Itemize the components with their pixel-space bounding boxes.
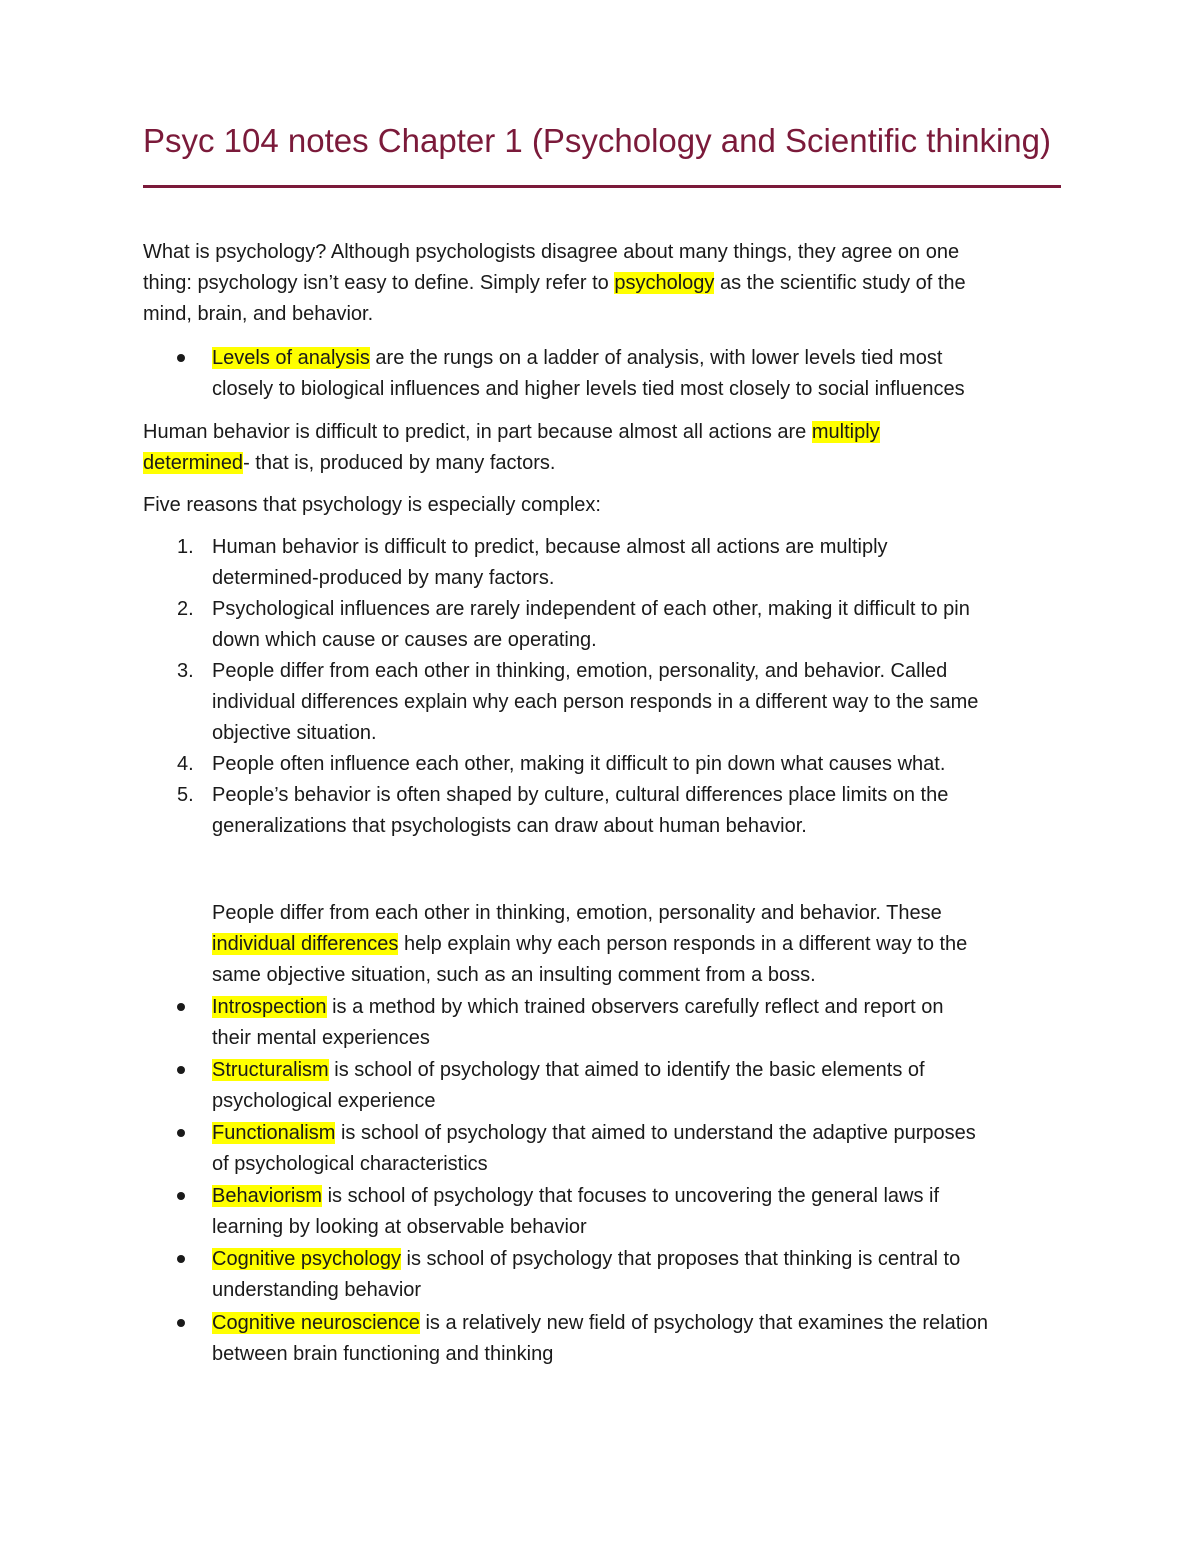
intro-line-2: thing: psychology isn’t easy to define. Simply refer to psychology as the scientific study of the bbox=[143, 272, 966, 294]
bullet-icon bbox=[177, 1003, 185, 1011]
levels-line-1: Levels of analysis are the rungs on a ladder of analysis, with lower levels tied most bbox=[212, 347, 943, 369]
list-item: Psychological influences are rarely independent of each other, making it difficult to pin down which cause or causes are operating. bbox=[212, 598, 970, 651]
bullet-icon bbox=[177, 354, 185, 362]
multiply-line-1: Human behavior is difficult to predict, in part because almost all actions are multiply bbox=[143, 421, 880, 443]
highlight-term: Behaviorism bbox=[212, 1185, 323, 1207]
intro-line-3: mind, brain, and behavior. bbox=[143, 303, 374, 325]
highlight-term: Introspection bbox=[212, 996, 327, 1018]
list-number: 3. bbox=[177, 660, 194, 682]
title-underline bbox=[143, 185, 1061, 188]
list-item: Functionalism is school of psychology that aimed to understand the adaptive purposes of psychological characteristics bbox=[212, 1122, 976, 1175]
list-number: 2. bbox=[177, 598, 194, 620]
intro-paragraph bbox=[143, 237, 966, 330]
highlight-term: Cognitive psychology bbox=[212, 1248, 401, 1270]
list-item: People’s behavior is often shaped by culture, cultural differences place limits on the generalizations that psychologists can draw about human behavior. bbox=[212, 784, 949, 837]
list-item: Cognitive psychology is school of psychology that proposes that thinking is central to understanding behavior bbox=[212, 1248, 961, 1301]
list-number: 4. bbox=[177, 753, 194, 775]
highlight-determined: determined bbox=[143, 452, 244, 474]
bullet-icon bbox=[177, 1129, 185, 1137]
highlight-term: Cognitive neuroscience bbox=[212, 1312, 420, 1334]
highlight-term: Structuralism bbox=[212, 1059, 329, 1081]
list-item: Structuralism is school of psychology that aimed to identify the basic elements of psychological experience bbox=[212, 1059, 925, 1112]
list-item: People differ from each other in thinking, emotion, personality, and behavior. Called individual differences explain why each person responds in a different way to the same objective situation. bbox=[212, 660, 979, 744]
highlight-multiply: multiply bbox=[811, 421, 880, 443]
highlight-psychology: psychology bbox=[614, 272, 715, 294]
list-item: People often influence each other, making it difficult to pin down what causes what. bbox=[212, 753, 946, 775]
individual-differences-paragraph: People differ from each other in thinking, emotion, personality and behavior. These individual differences help explain why each person responds in a different way to the same objective situation, such as an insulting comment from a boss. bbox=[212, 902, 968, 986]
list-item: Behaviorism is school of psychology that focuses to uncovering the general laws if learning by looking at observable behavior bbox=[212, 1185, 940, 1238]
list-item: Human behavior is difficult to predict, because almost all actions are multiply determined-produced by many factors. bbox=[212, 536, 888, 589]
highlight-term: Functionalism bbox=[212, 1122, 336, 1144]
levels-of-analysis-item bbox=[212, 343, 965, 405]
five-reasons-heading: Five reasons that psychology is especially complex: bbox=[143, 494, 601, 516]
document-title: Psyc 104 notes Chapter 1 (Psychology and Scientific thinking) bbox=[143, 122, 1051, 159]
list-number: 1. bbox=[177, 536, 194, 558]
bullet-icon bbox=[177, 1319, 185, 1327]
list-item: Cognitive neuroscience is a relatively new field of psychology that examines the relation between brain functioning and thinking bbox=[212, 1312, 988, 1365]
multiply-line-2: determined- that is, produced by many factors. bbox=[143, 452, 556, 474]
bullet-icon bbox=[177, 1255, 185, 1263]
highlight-levels-of-analysis: Levels of analysis bbox=[212, 347, 370, 369]
highlight-individual-differences: individual differences bbox=[212, 933, 399, 955]
multiply-determined-paragraph bbox=[143, 417, 880, 479]
bullet-icon bbox=[177, 1066, 185, 1074]
list-number: 5. bbox=[177, 784, 194, 806]
list-item: Introspection is a method by which trained observers carefully reflect and report on their mental experiences bbox=[212, 996, 944, 1049]
levels-line-2: closely to biological influences and higher levels tied most closely to social influences bbox=[212, 378, 965, 400]
intro-line-1: What is psychology? Although psychologists disagree about many things, they agree on one bbox=[143, 241, 960, 263]
bullet-icon bbox=[177, 1192, 185, 1200]
